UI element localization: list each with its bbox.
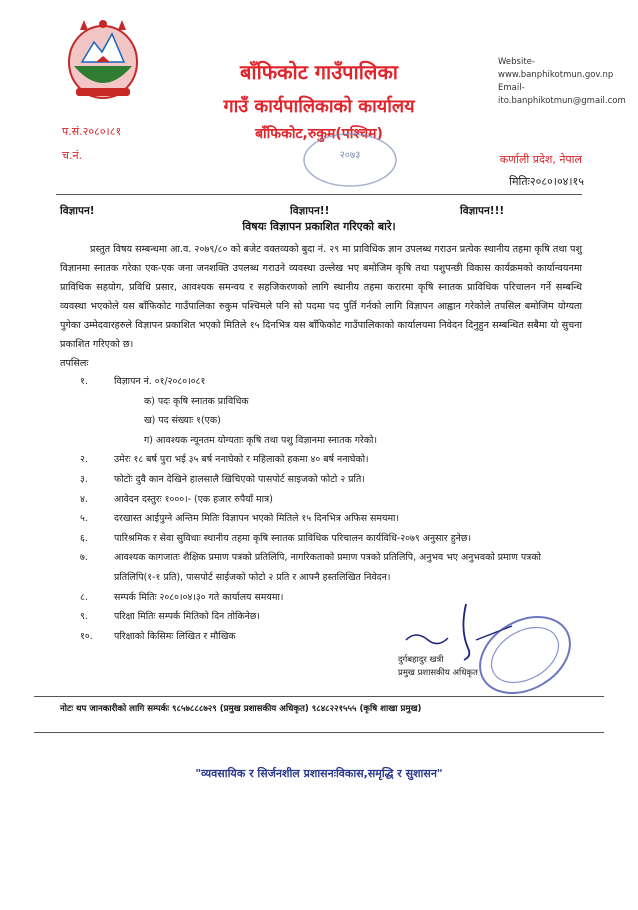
reference-number: च.नं. <box>62 149 83 162</box>
vigyapan-right: विज्ञापन!!! <box>460 205 505 217</box>
note-divider-top <box>34 696 604 697</box>
vigyapan-center: विज्ञापन!! <box>290 205 330 217</box>
list-item-number: ८. <box>80 591 88 603</box>
list-item-number <box>80 411 114 431</box>
list-item-text: दरखास्त आईपुग्ने अन्तिम मितिः विज्ञापन भएको मितिले १५ दिनभित्र अफिस समयमा। <box>114 513 400 525</box>
fiscal-year: प.सं.२०८०।८१ <box>62 125 122 138</box>
website-text: Website-www.banphikotmun.gov.np <box>498 57 614 80</box>
list-item-text: परिक्षाको किसिमः लिखित र मौखिक <box>114 630 236 642</box>
list-item-number <box>80 431 114 451</box>
list-item <box>80 529 590 549</box>
office-subtitle: गाउँ कार्यपालिकाको कार्यालय <box>223 96 415 117</box>
email-text: Email-ito.banphikotmun@gmail.com <box>498 83 626 106</box>
office-name: बाँफिकोट गाउँपालिका <box>239 60 398 84</box>
list-item <box>80 372 590 392</box>
list-item-number: ३. <box>80 473 88 485</box>
list-item <box>80 411 590 431</box>
list-item-number <box>80 392 114 412</box>
list-item-text: परिक्षा मितिः सम्पर्क मितिको दिन तोकिनेछ। <box>114 611 260 623</box>
list-item-number: १०. <box>80 630 93 642</box>
list-item-number: ७. <box>80 552 88 564</box>
list-item <box>80 392 590 412</box>
list-item-text: आवेदन दस्तुरः १०००।- (एक हजार रुपैयाँ मात्र) <box>114 493 273 505</box>
list-item <box>80 470 590 490</box>
list-item-number: ९. <box>80 611 88 623</box>
contact-note: नोटः थप जानकारीको लागि सम्पर्कः ९८५७८८८७२९ (प्रमुख प्रशासकीय अधिकृत) ९८४८२२१५५५ (कृषि शाखा प्रमुख) <box>60 704 422 714</box>
slogan: "व्यवसायिक र सिर्जनशील प्रशासनःविकास,समृद्धि र सुशासन" <box>195 767 443 780</box>
list-item <box>80 450 590 470</box>
signatory-name: दुर्गबहादुर खत्री <box>398 655 444 665</box>
vigyapan-left: विज्ञापन! <box>60 205 95 217</box>
stamp-year: २०७३ <box>339 150 361 161</box>
list-item-text: फोटोः दुवै कान देखिने हालसालै खिचिएको पासपोर्ट साइजको फोटो २ प्रति। <box>114 473 365 485</box>
office-stamp-icon <box>300 130 400 188</box>
note-divider-bottom <box>34 732 604 733</box>
body-paragraph <box>60 240 582 373</box>
list-item-text: क) पदः कृषि स्नातक प्राविधिक <box>144 395 249 407</box>
subject-line: विषयः विज्ञापन प्रकाशित गरिएको बारे। <box>242 220 396 233</box>
signatory-title: प्रमुख प्रशासकीय अधिकृत <box>398 668 478 678</box>
list-item <box>80 509 590 529</box>
list-item-text: ग) आवश्यक न्यूनतम योग्यताः कृषि तथा पशु विज्ञानमा स्नातक गरेको। <box>144 434 378 446</box>
list-item <box>80 431 590 451</box>
signatory-block <box>398 654 478 680</box>
list-item-text: आवश्यक कागजातः शैक्षिक प्रमाण पत्रको प्रतिलिपि, नागरिकताको प्रमाण पत्रको प्रतिलिपि, अनुभव भए अनुभवको प्रमाण पत्रको प्रतिलिपि(१-१ प्रति), पासपोर्ट साईजको फोटो २ प्रति र आफ्नै हस्तलिखित निवेदन। <box>114 552 541 583</box>
body-text: प्रस्तुत विषय सम्बन्धमा आ.व. २०७९/८० को बजेट वक्तव्यको बुदा नं. २९ मा प्राविधिक ज्ञान उपलब्ध गराउन प्रत्येक स्थानीय तहमा कृषि तथा पशु विज्ञानमा स्नातक गरेका एक-एक जना जनशक्ति उपलब्ध गराउने व्यवस्था उल्लेख भए बमोजिम कृषि तथा पशुपन्छी विकास कार्यक्रमको कार्यान्वयनमा प्राविधिक सहयोग, प्रविधि प्रसार, आवश्यक समन्वय र सहजिकरणको लागि स्थानीय तहमा करारमा कृषि स्नातक प्राविधिक परिचालन गर्ने सम्बन्धि व्यवस्था भएकोले यस बाँफिकोट गाउँपालिका रुकुम पश्चिमले पनि सो पदमा पद पुर्ति गर्नको लागि विज्ञापन आह्वान गरेकोले तपसिल बमोजिम योग्यता पुगेका उम्मेदवारहरुले विज्ञापन प्रकाशित भएको मितिले १५ दिनभित्र यस बाँफिकोट गाउँपालिकाको कार्यालयमा निवेदन दिनुहुन सम्बन्धित सबैमा यो सुचना प्रकाशित गरिएको छ। <box>60 244 582 350</box>
list-item-number: १. <box>80 376 88 387</box>
list-item-text: सम्पर्क मितिः २०८०।०४।३० गते कार्यालय समयमा। <box>114 591 284 603</box>
list-item-number: ४. <box>80 493 88 505</box>
cao-stamp-icon <box>470 612 580 698</box>
list-item-number: ६. <box>80 532 88 544</box>
list-item-text: विज्ञापन नं. ०१/२०८०।०८१ <box>114 376 206 387</box>
tapsil-label: तपसिलः <box>60 358 89 369</box>
letter-date: मितिः२०८०।०४।१५ <box>509 175 584 188</box>
contact-block <box>498 56 638 108</box>
list-item-text: पारिश्रमिक र सेवा सुविधाः स्थानीय तहमा कृषि स्नातक प्राविधिक परिचालन कार्यविधि-२०७९ अनुसार हुनेछ। <box>114 532 472 544</box>
list-item <box>80 490 590 510</box>
office-address: बाँफिकोट,रुकुम(पश्चिम) <box>255 126 383 142</box>
header-divider <box>56 194 582 195</box>
list-item-number: ५. <box>80 513 88 525</box>
list-item-text: उमेरः १८ बर्ष पुरा भई ३५ बर्ष ननाघेको र महिलाको हकमा ४० बर्ष ननाघेको। <box>114 454 369 466</box>
list-item-text: ख) पद संख्याः १(एक) <box>144 415 221 427</box>
list-item-number: २. <box>80 454 88 466</box>
province-text: कर्णाली प्रदेश, नेपाल <box>499 153 582 166</box>
list-item <box>80 548 590 587</box>
